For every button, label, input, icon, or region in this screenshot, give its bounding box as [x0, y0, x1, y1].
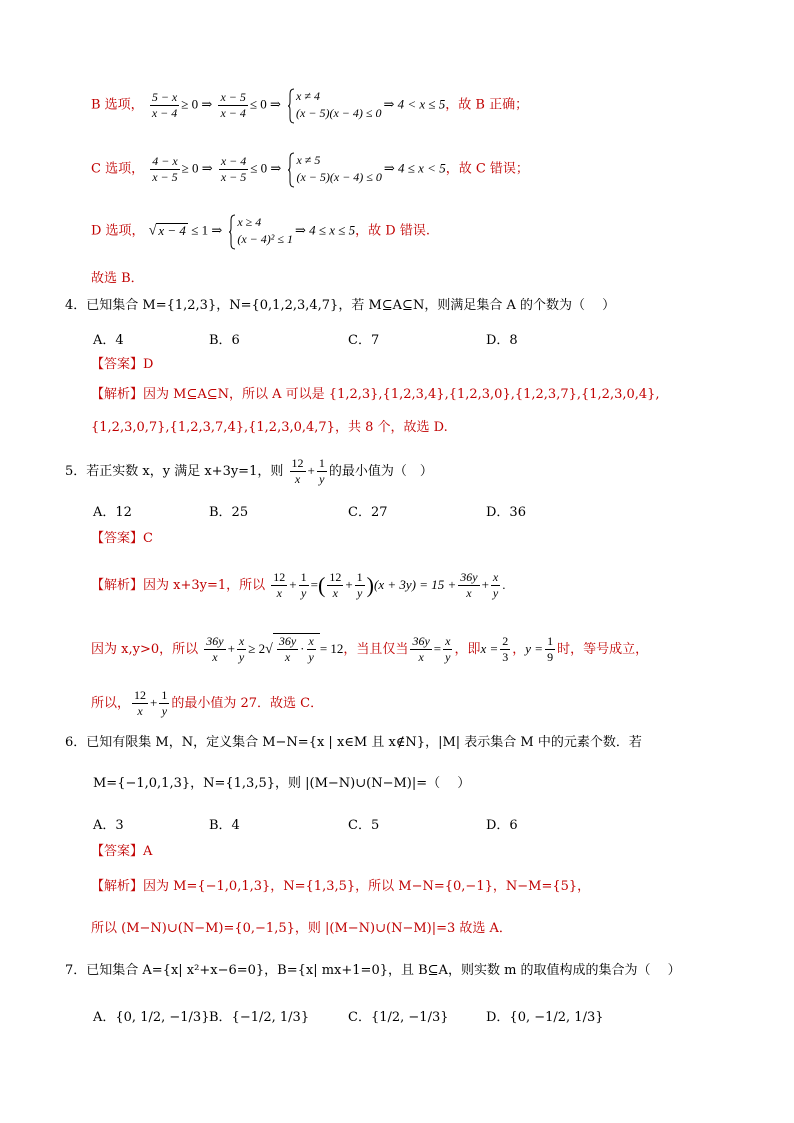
q5-c-frac-2: $\frac{1}{y}$: [161, 688, 168, 718]
q5-a-frac-1: $\frac{12}{x}$: [273, 570, 286, 600]
q6-answer-value: A: [143, 844, 153, 859]
q4-stem: 4．已知集合 M={1,2,3}，N={0,1,2,3,4,7}，若 M⊆A⊆N，则满足集合 A 的个数为（ ）: [65, 298, 616, 313]
q5-analysis-1: 【解析】因为 x+3y=1，所以 $\frac{12}{x}$ + $\frac{1}{y}$ =( $\frac{12}{x}$ + $\frac{1}{y}$ )(x + 3y) = 15 + $\frac{36y}{x}$ + $\frac{x}{y}$ .: [91, 570, 506, 600]
q6-option-a: A．3: [93, 818, 124, 833]
q5-option-d: D．36: [486, 505, 526, 520]
q5-stem: 5．若正实数 x，y 满足 x+3y=1，则 $\frac{12}{x}$ + $\frac{1}{y}$ 的最小值为（ ）: [65, 456, 433, 486]
b-system: x ≠ 4 (x − 5)(x − 4) ≤ 0: [287, 88, 381, 122]
q5-stem-prefix: 5．若正实数 x，y 满足 x+3y=1，则: [65, 464, 284, 479]
b-option-label: B 选项，: [91, 97, 144, 113]
q3-tail: 故选 B．: [91, 271, 144, 286]
c-frac-2: $\frac{x - 4}{x - 5}$: [220, 153, 247, 184]
q5-line3-suffix: 的最小值为 27．故选 C．: [171, 696, 324, 711]
q5-frac-12x: $\frac{12}{x}$: [291, 456, 304, 486]
q5-b-frac-8: $\frac{1}{9}$: [547, 634, 554, 664]
q4-answer-tag: 【答案】: [91, 357, 144, 372]
q5-answer-tag: 【答案】: [91, 531, 144, 546]
q7-option-d: D．{0, −1/2, 1/3}: [486, 1010, 604, 1025]
q6-stem-1: 6．已知有限集 M，N，定义集合 M−N={x | x∈M 且 x∉N}，|M| 表示集合 M 中的元素个数．若: [65, 735, 642, 750]
q5-b-frac-5: $\frac{36y}{x}$: [412, 634, 430, 664]
q7-option-b: B．{−1/2, 1/3}: [209, 1010, 310, 1025]
q5-answer: [91, 532, 153, 545]
q5-option-a: A．12: [93, 505, 132, 520]
b-option-conclusion: ，故 B 正确；: [445, 97, 529, 113]
q5-b-frac-7: $\frac{2}{3}$: [502, 634, 509, 664]
q5-analysis-2: 因为 x,y>0，所以 $\frac{36y}{x}$ + $\frac{x}{y}$ ≥ 2√ $\frac{36y}{x}$ · $\frac{x}{y}$ = 12，当且仅当 $\frac{36y}{x}$ = $\frac{x}{y}$ ，即x = $\frac{2}{3}$ ，y = $\frac{1}{9}$ 时，等号成立，: [91, 634, 649, 664]
q4-option-b: B．6: [209, 333, 240, 348]
q5-stem-suffix: 的最小值为（ ）: [328, 464, 433, 479]
q5-analysis-text-1: 因为 x+3y=1，所以: [143, 578, 266, 593]
c-option-line: C 选项， $\frac{4 - x}{x - 5}$ ≥ 0 ⇒ $\frac{x - 4}{x - 5}$ ≤ 0 ⇒ x ≠ 5 (x − 5)(x − 4) ≤ 0 ⇒ 4 ≤ x < 5，故 C 错误；: [91, 152, 529, 186]
q4-option-a: A．4: [93, 333, 124, 348]
q5-line2-prefix: 因为 x,y>0，所以: [91, 642, 199, 657]
q6-analysis-2: 所以 (M−N)∪(N−M)={0,−1,5}，则 |(M−N)∪(N−M)|=3 故选 A．: [91, 921, 512, 936]
q5-c-frac-1: $\frac{12}{x}$: [134, 688, 147, 718]
q6-stem-2: M={−1,0,1,3}，N={1,3,5}，则 |(M−N)∪(N−M)|=（ ）: [93, 776, 471, 791]
q5-line2-end: 时，等号成立，: [557, 642, 649, 657]
q6-analysis-text-1: 因为 M={−1,0,1,3}，N={1,3,5}，所以 M−N={0,−1}，N−M={5}，: [143, 879, 591, 894]
q5-option-c: C．27: [348, 505, 388, 520]
q5-a-frac-3: $\frac{12}{x}$: [329, 570, 342, 600]
q5-frac-1y: $\frac{1}{y}$: [318, 456, 325, 486]
q7-option-c: C．{1/2, −1/3}: [348, 1010, 449, 1025]
q4-analysis-tag: 【解析】: [91, 387, 144, 402]
q5-b-frac-2: $\frac{x}{y}$: [238, 634, 245, 664]
b-frac-2: $\frac{x - 5}{x - 4}$: [220, 89, 246, 120]
b-frac-1: $\frac{5 - x}{x - 4}$: [151, 89, 178, 120]
q4-answer-value: D: [143, 357, 154, 372]
q6-analysis-tag: 【解析】: [91, 879, 144, 894]
q4-answer: [91, 358, 153, 371]
q6-option-b: B．4: [209, 818, 240, 833]
c-option-label: C 选项，: [91, 161, 145, 177]
q5-a-frac-4: $\frac{1}{y}$: [356, 570, 363, 600]
q5-answer-value: C: [143, 531, 153, 546]
d-option-line: D 选项， √ x − 4 ≤ 1 ⇒ x ≥ 4 (x − 4)² ≤ 1 ⇒ 4 ≤ x ≤ 5，故 D 错误.: [91, 214, 430, 248]
q4-option-d: D．8: [486, 333, 518, 348]
q5-analysis-tag: 【解析】: [91, 578, 144, 593]
b-option-line: B 选项， $\frac{5 - x}{x - 4}$ ≥ 0 ⇒ $\frac{x - 5}{x - 4}$ ≤ 0 ⇒ x ≠ 4 (x − 5)(x − 4) ≤ 0 ⇒ 4 < x ≤ 5，故 B 正确；: [91, 88, 528, 122]
q4-analysis-1: [91, 388, 660, 401]
q5-line3-prefix: 所以，: [91, 696, 131, 711]
q5-b-frac-3: $\frac{36y}{x}$: [278, 634, 297, 664]
q5-line2-mid: ，当且仅当: [343, 642, 409, 657]
d-option-label: D 选项，: [91, 223, 145, 239]
q6-analysis-1: [91, 880, 590, 893]
q5-b-frac-4: $\frac{x}{y}$: [308, 634, 314, 664]
c-system: x ≠ 5 (x − 5)(x − 4) ≤ 0: [287, 152, 381, 186]
q5-analysis-3: 所以， $\frac{12}{x}$ + $\frac{1}{y}$ 的最小值为 27．故选 C．: [91, 688, 324, 718]
q5-a-frac-5: $\frac{36y}{x}$: [460, 570, 478, 600]
q5-a-frac-6: $\frac{x}{y}$: [492, 570, 499, 600]
q5-a-frac-2: $\frac{1}{y}$: [300, 570, 307, 600]
q6-answer: [91, 845, 152, 858]
q5-b-frac-1: $\frac{36y}{x}$: [206, 634, 224, 664]
q6-option-d: D．6: [486, 818, 518, 833]
c-option-conclusion: ，故 C 错误；: [445, 161, 529, 177]
q4-analysis-text-1: 因为 M⊆A⊆N，所以 A 可以是 {1,2,3},{1,2,3,4},{1,2,3,0},{1,2,3,7},{1,2,3,0,4},: [143, 387, 660, 402]
q4-analysis-2: {1,2,3,0,7},{1,2,3,7,4},{1,2,3,0,4,7}，共 8 个，故选 D.: [91, 420, 448, 435]
q6-answer-tag: 【答案】: [91, 844, 144, 859]
q5-b-frac-6: $\frac{x}{y}$: [445, 634, 451, 664]
q5-option-b: B．25: [209, 505, 249, 520]
q6-option-c: C．5: [348, 818, 380, 833]
q7-stem: 7．已知集合 A={x| x²+x−6=0}，B={x| mx+1=0}，且 B⊆A，则实数 m 的取值构成的集合为（ ）: [65, 963, 681, 978]
d-system: x ≥ 4 (x − 4)² ≤ 1: [228, 214, 293, 248]
d-option-conclusion: ，故 D 错误.: [355, 223, 430, 239]
c-frac-1: $\frac{4 - x}{x - 5}$: [152, 153, 178, 184]
q7-option-a: A．{0, 1/2, −1/3}: [93, 1010, 210, 1025]
q4-option-c: C．7: [348, 333, 380, 348]
